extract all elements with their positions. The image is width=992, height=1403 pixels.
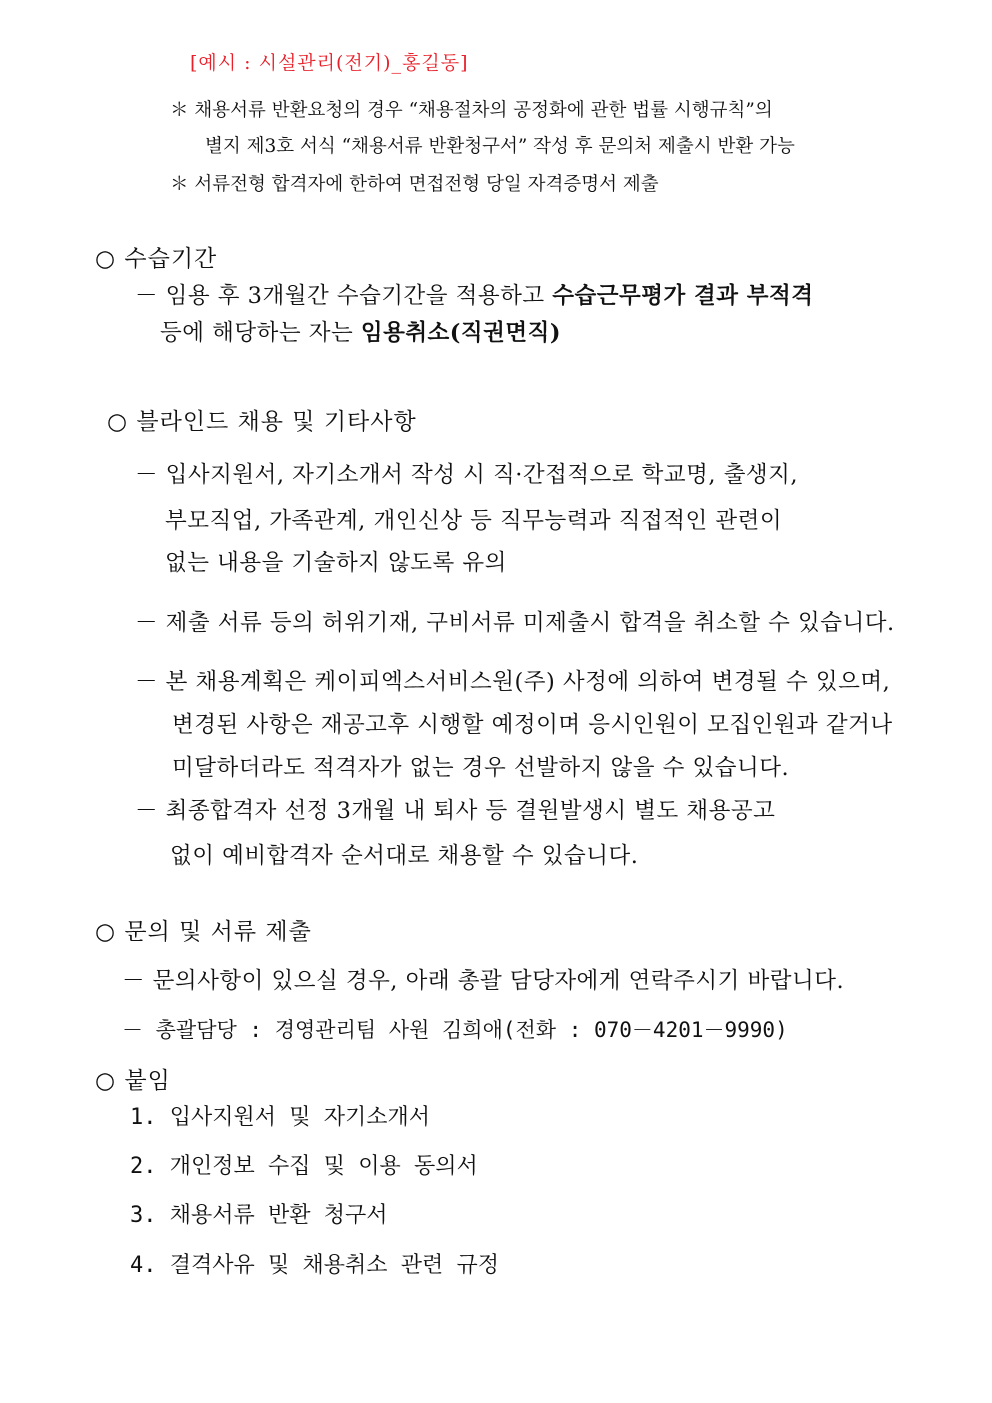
blind-item1-line1: － 입사지원서, 자기소개서 작성 시 직·간접적으로 학교명, 출생지, [135,462,799,488]
note-return-form: 별지 제3호 서식 “채용서류 반환청구서” 작성 후 문의처 제출시 반환 가능 [205,136,795,157]
probation-text-2a: 등에 해당하는 자는 [160,320,361,346]
attachment-item-2: 2. 개인정보 수집 및 이용 동의서 [130,1154,478,1179]
blind-item2: － 제출 서류 등의 허위기재, 구비서류 미제출시 합격을 취소할 수 있습니다. [135,610,895,636]
probation-line-2 [160,315,561,347]
blind-item1-line2: 부모직업, 가족관계, 개인신상 등 직무능력과 직접적인 관련이 [165,508,783,534]
note-return-request: ＊ 채용서류 반환요청의 경우 “채용절차의 공정화에 관한 법률 시행규칙”의 [170,100,773,121]
attachment-item-3: 3. 채용서류 반환 청구서 [130,1203,388,1228]
probation-heading: ○ 수습기간 [95,246,218,272]
blind-item4-line1: － 최종합격자 선정 3개월 내 퇴사 등 결원발생시 별도 채용공고 [135,798,776,824]
inquiry-contact: － 총괄담당 : 경영관리팀 사원 김희애(전화 : 070－4201－9990) [122,1018,788,1042]
probation-line-1 [135,278,814,310]
probation-text-2b: 임용취소(직권면직) [360,320,562,346]
blind-item3-line2: 변경된 사항은 재공고후 시행할 예정이며 응시인원이 모집인원과 같거나 [172,712,893,738]
probation-text-1b: 수습근무평가 결과 부적격 [552,283,814,309]
blind-item4-line2: 없이 예비합격자 순서대로 채용할 수 있습니다. [170,843,639,869]
example-tag: [예시 : 시설관리(전기)_홍길동] [190,52,469,74]
attachment-item-4: 4. 결격사유 및 채용취소 관련 규정 [130,1253,499,1278]
blind-item1-line3: 없는 내용을 기술하지 않도록 유의 [165,550,507,576]
attachment-item-1: 1. 입사지원서 및 자기소개서 [130,1105,430,1130]
blind-heading: ○ 블라인드 채용 및 기타사항 [107,409,417,435]
inquiry-heading: ○ 문의 및 서류 제출 [95,919,312,945]
inquiry-line-1: － 문의사항이 있으실 경우, 아래 총괄 담당자에게 연락주시기 바랍니다. [122,968,845,994]
note-certificate: ＊ 서류전형 합격자에 한하여 면접전형 당일 자격증명서 제출 [170,174,659,195]
blind-item3-line1: － 본 채용계획은 케이피엑스서비스원(주) 사정에 의하여 변경될 수 있으며, [135,669,891,695]
attachments-heading: ○ 붙임 [95,1068,171,1094]
blind-item3-line3: 미달하더라도 적격자가 없는 경우 선발하지 않을 수 있습니다. [172,755,790,781]
probation-text-1a: － 임용 후 3개월간 수습기간을 적용하고 [135,283,553,309]
